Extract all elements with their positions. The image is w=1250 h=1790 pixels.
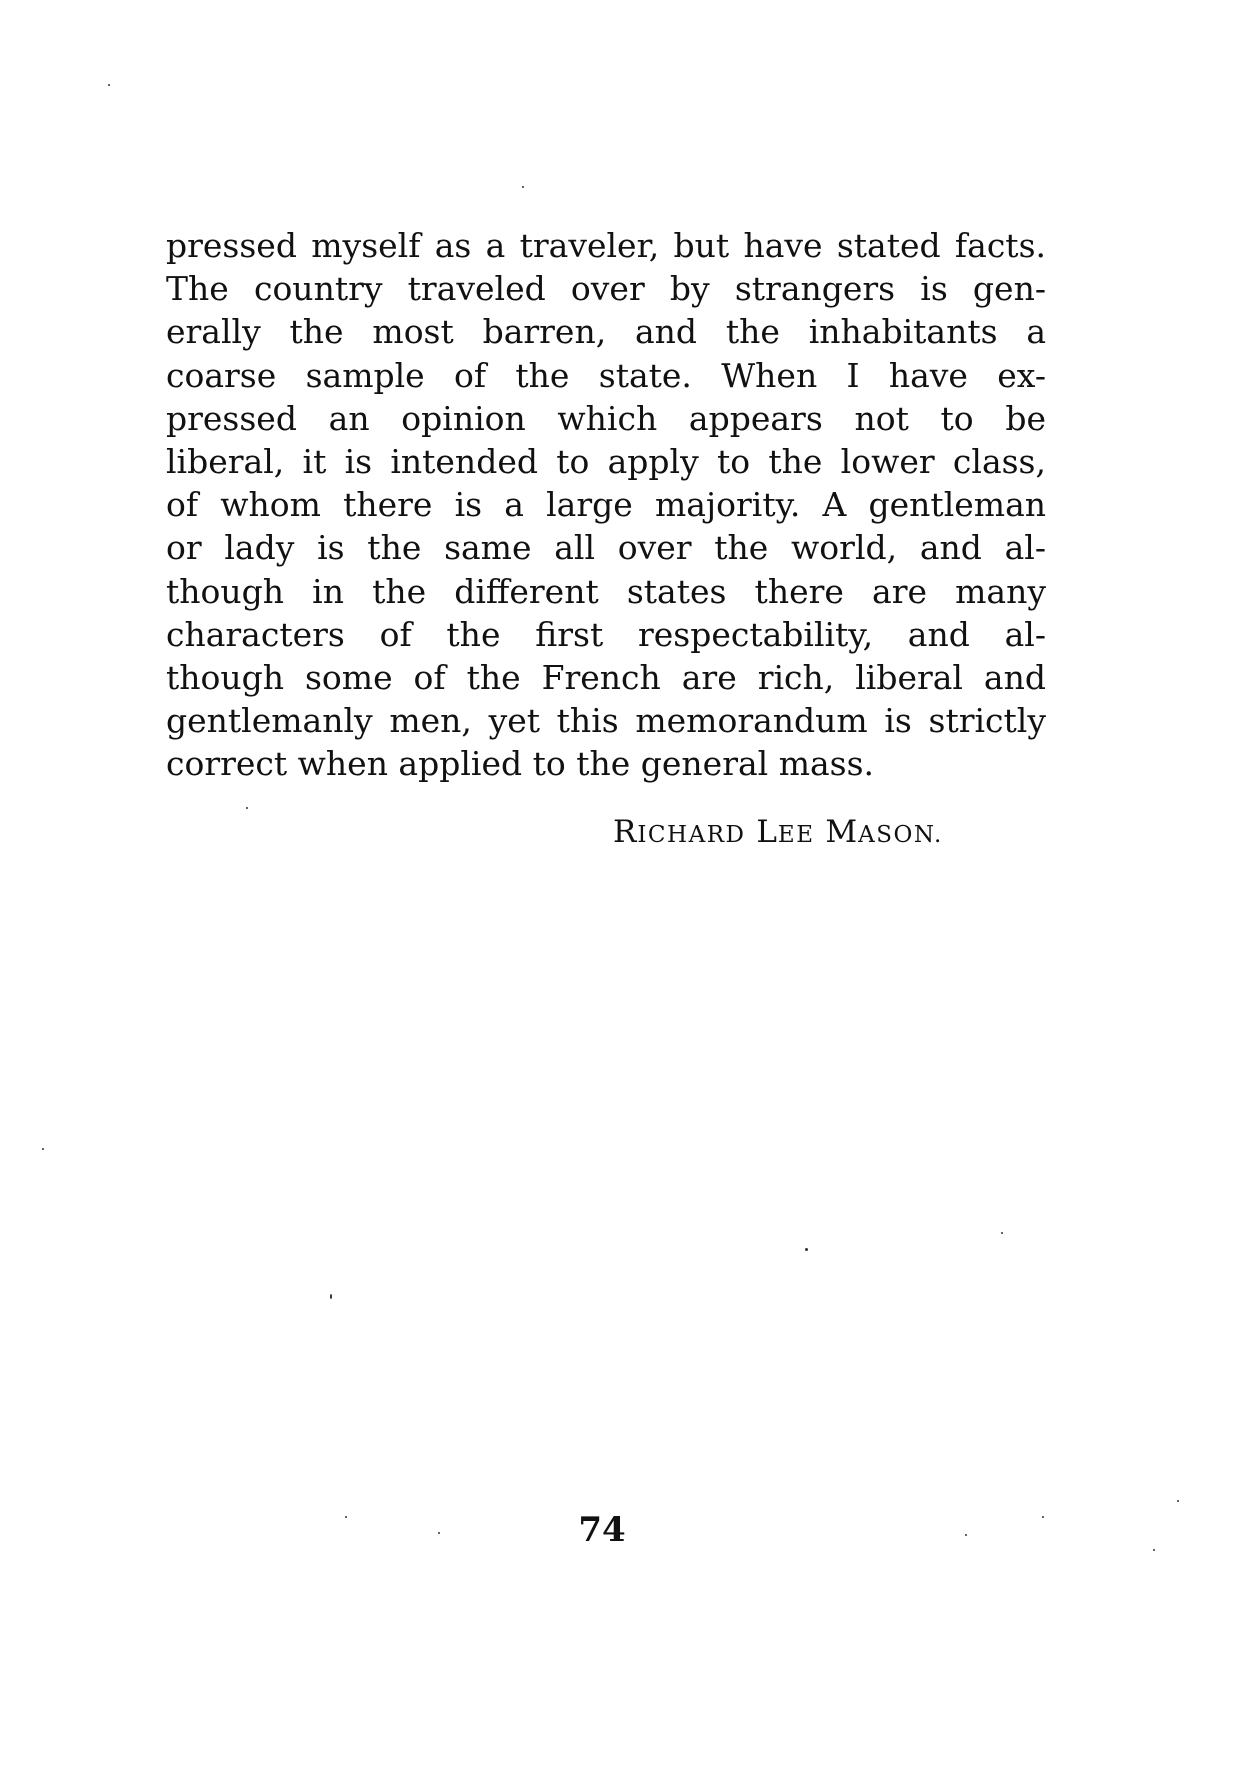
- text-line: gentlemanly men, yet this memorandum is strictly: [166, 701, 1046, 741]
- text-line: though in the different states there are many: [166, 571, 1046, 611]
- scan-speck: [330, 1294, 332, 1299]
- page-number: 74: [578, 1510, 626, 1550]
- text-line: though some of the French are rich, liberal and: [166, 657, 1046, 697]
- signature-last-rest: ASON.: [858, 822, 943, 848]
- signature-middle-rest: EE: [777, 822, 815, 848]
- author-signature: [613, 812, 943, 855]
- text-line: correct when applied to the general mass.: [166, 744, 875, 784]
- scan-speck: [522, 186, 524, 188]
- scan-speck: [805, 1248, 808, 1251]
- text-line: pressed myself as a traveler, but have stated facts.: [166, 226, 1046, 265]
- text-line: of whom there is a large majority. A gentleman: [166, 485, 1046, 525]
- scan-speck: [1042, 1516, 1044, 1518]
- body-text: [166, 224, 1046, 785]
- scan-speck: [108, 84, 110, 86]
- signature-middle-initial: L: [756, 814, 778, 850]
- signature-first-rest: ICHARD: [637, 822, 746, 848]
- signature-last-initial: M: [825, 814, 859, 850]
- scan-speck: [965, 1534, 967, 1536]
- text-line: or lady is the same all over the world, and al-: [166, 528, 1046, 568]
- scan-speck: [42, 1148, 44, 1150]
- text-line: The country traveled over by strangers is gen-: [166, 269, 1046, 309]
- text-line: characters of the first respectability, and al-: [166, 614, 1046, 654]
- text-line: pressed an opinion which appears not to be: [166, 398, 1046, 438]
- scan-speck: [246, 807, 248, 809]
- text-line: coarse sample of the state. When I have ex-: [166, 355, 1046, 395]
- text-line: erally the most barren, and the inhabitants a: [166, 312, 1046, 352]
- scan-speck: [1153, 1549, 1155, 1551]
- text-line: liberal, it is intended to apply to the lower class,: [166, 441, 1046, 481]
- signature-first-initial: R: [613, 814, 638, 850]
- scan-speck: [1177, 1500, 1179, 1502]
- scan-speck: [345, 1516, 347, 1518]
- scan-speck: [438, 1532, 440, 1534]
- scan-speck: [1001, 1232, 1003, 1234]
